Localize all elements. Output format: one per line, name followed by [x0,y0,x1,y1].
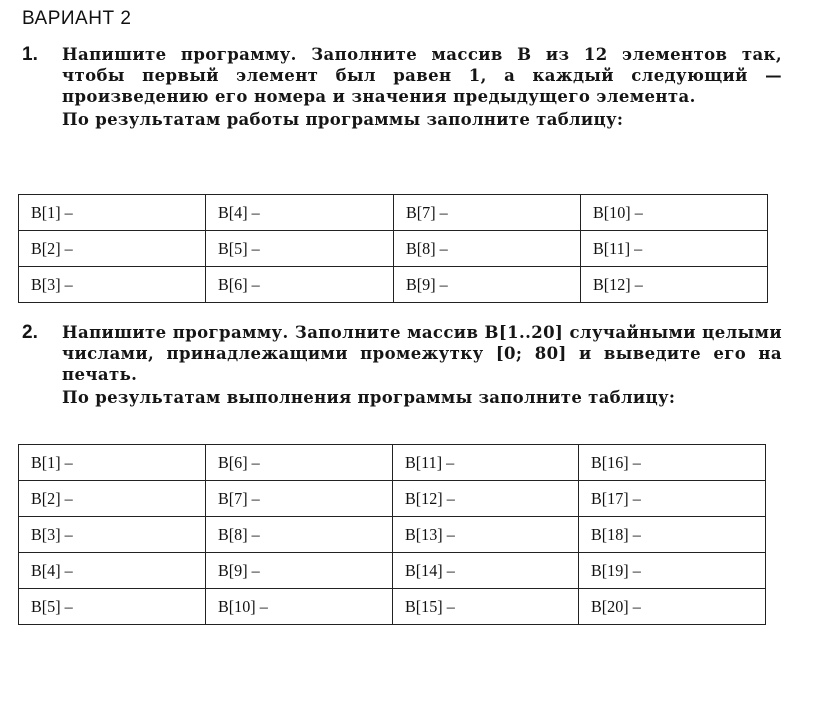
table-row [19,517,766,553]
table-cell [579,445,766,481]
array-element-label: B[7] – [405,202,448,222]
task-instruction: По результатам работы программы заполните таблицу: [62,110,624,129]
task-text: Напишите программу. Заполните массив B[1..20] случайными целыми числами, принадлежащими промежутку [0; 80] и выведите его на печать. [62,323,782,384]
table-cell [205,445,392,481]
array-element-label: B[2] – [31,238,73,258]
table-cell [206,195,393,231]
array-element-label: B[5] – [31,596,73,616]
table-cell [392,553,579,589]
table-cell [393,267,580,303]
array-element-label: B[17] – [591,488,642,508]
array-element-label: B[11] – [404,452,454,472]
table-cell [580,231,767,267]
table-row [19,231,768,267]
table-cell [393,231,580,267]
table-cell [205,553,392,589]
table-row [19,553,766,589]
table-cell [19,267,206,303]
array-element-label: B[3] – [31,524,73,544]
table-cell [205,517,392,553]
table-cell [579,517,766,553]
table-cell [580,267,767,303]
table-cell [579,481,766,517]
array-element-label: B[6] – [217,452,260,472]
array-element-label: B[19] – [591,560,642,580]
array-element-label: B[8] – [405,238,448,258]
table-cell [392,481,579,517]
table-cell [392,445,579,481]
table-cell [393,195,580,231]
array-element-label: B[5] – [218,238,260,258]
array-element-label: B[12] – [404,488,455,508]
task-2 [22,322,782,408]
array-element-label: B[9] – [217,560,260,580]
table-cell [206,231,393,267]
array-element-label: B[9] – [405,274,448,294]
answer-table-1-body [19,195,768,303]
task-instruction: По результатам выполнения программы заполните таблицу: [62,388,676,407]
task-number: 2. [22,322,38,343]
array-element-label: B[4] – [218,202,260,222]
array-element-label: B[2] – [31,488,73,508]
array-element-label: B[7] – [217,488,260,508]
answer-table-2 [18,444,766,625]
task-number: 1. [22,44,38,65]
array-element-label: B[14] – [404,560,455,580]
table-cell [19,589,206,625]
task-text: Напишите программу. Заполните массив B из 12 элементов так, чтобы первый элемент был равен 1, а каждый следующий — произведению его номера и значения предыдущего элемента. [62,45,782,106]
array-element-label: B[1] – [31,202,73,222]
answer-table-2-body [19,445,766,625]
array-element-label: B[10] – [592,202,643,222]
table-cell [392,589,579,625]
table-cell [19,231,206,267]
table-row [19,267,768,303]
array-element-label: B[4] – [31,560,73,580]
answer-table-1 [18,194,768,303]
table-cell [206,267,393,303]
array-element-label: B[13] – [404,524,455,544]
array-element-label: B[11] – [592,238,642,258]
array-element-label: B[20] – [591,596,642,616]
table-cell [205,589,392,625]
task-1 [22,44,782,130]
table-cell [19,445,206,481]
table-row [19,481,766,517]
table-row [19,445,766,481]
table-cell [19,481,206,517]
variant-title: ВАРИАНТ 2 [22,8,132,29]
table-cell [579,589,766,625]
table-cell [19,517,206,553]
array-element-label: B[6] – [218,274,260,294]
table-cell [19,553,206,589]
table-cell [205,481,392,517]
table-cell [392,517,579,553]
array-element-label: B[12] – [592,274,643,294]
array-element-label: B[1] – [31,452,73,472]
table-row [19,195,768,231]
table-cell [580,195,767,231]
table-cell [19,195,206,231]
array-element-label: B[8] – [217,524,260,544]
array-element-label: B[15] – [404,596,455,616]
array-element-label: B[16] – [591,452,642,472]
array-element-label: B[3] – [31,274,73,294]
array-element-label: B[18] – [591,524,642,544]
table-cell [579,553,766,589]
table-row [19,589,766,625]
array-element-label: B[10] – [217,596,268,616]
